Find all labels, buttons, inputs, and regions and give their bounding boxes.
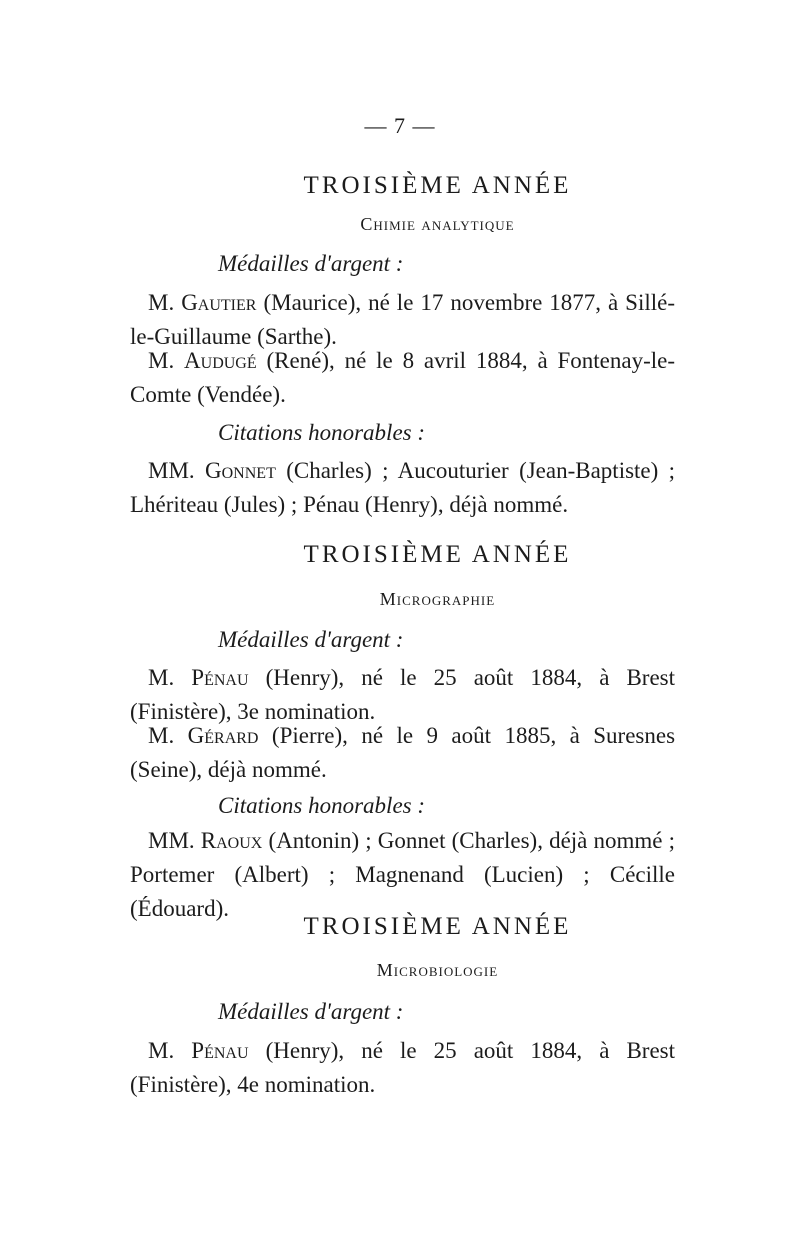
person-details: (Charles) ; Aucouturier (Jean-Baptiste) ; Lhériteau (Jules) ; Pénau (Henry), déjà nommé. [130, 458, 676, 517]
section-subject-wrap [130, 589, 675, 610]
person-details: (Antonin) ; Gonnet (Charles), déjà nommé ; Portemer (Albert) ; Magnenand (Lucien) ; Cécille (Édouard). [130, 828, 676, 921]
group-heading: Médailles d'argent : [218, 999, 404, 1024]
paragraph-text [130, 719, 675, 787]
section-subject-wrap [130, 214, 675, 235]
title-lead: M. [148, 1038, 175, 1063]
section-year-title: TROISIÈME ANNÉE [303, 913, 572, 940]
person-name: Gonnet [205, 458, 276, 483]
group-heading-wrap [130, 999, 675, 1025]
paragraph-text [130, 344, 675, 412]
section-year-title: TROISIÈME ANNÉE [303, 541, 572, 568]
person-details: (Pierre), né le 9 août 1885, à Suresnes (Seine), déjà nommé. [130, 723, 676, 782]
paragraph-text [130, 1034, 675, 1102]
paragraph [130, 719, 675, 787]
paragraph [130, 1034, 675, 1102]
group-heading-wrap [130, 793, 675, 819]
group-heading: Médailles d'argent : [218, 251, 404, 276]
paragraph-text [130, 454, 675, 522]
paragraph [130, 454, 675, 522]
section-microbiologie [130, 913, 675, 941]
title-lead: M. [148, 290, 175, 315]
person-details: (Henry), né le 25 août 1884, à Brest (Finistère), 4e nomination. [130, 1038, 676, 1097]
person-name: Audugé [184, 348, 257, 373]
title-lead: MM. [148, 828, 195, 853]
paragraph [130, 344, 675, 412]
section-subject: Microbiologie [376, 960, 499, 980]
section-subject: Chimie analytique [360, 214, 515, 234]
group-heading-wrap [130, 251, 675, 277]
person-name: Raoux [200, 828, 263, 853]
title-lead: M. [148, 665, 175, 690]
paragraph-text [130, 824, 675, 926]
group-heading-wrap [130, 627, 675, 653]
section-year-title: TROISIÈME ANNÉE [303, 172, 572, 199]
group-heading: Citations honorables : [218, 793, 426, 818]
person-name: Pénau [191, 665, 249, 690]
paragraph [130, 824, 675, 926]
section-subject: Micrographie [379, 589, 496, 609]
page-number: — 7 — [364, 113, 436, 138]
person-details: (Henry), né le 25 août 1884, à Brest (Finistère), 3e nomination. [130, 665, 676, 724]
title-lead: M. [148, 723, 175, 748]
title-lead: M. [148, 348, 175, 373]
group-heading: Citations honorables : [218, 420, 426, 445]
section-micrographie [130, 541, 675, 569]
person-details: (Maurice), né le 17 novembre 1877, à Sillé-le-Guillaume (Sarthe). [130, 290, 676, 349]
group-heading-wrap [130, 420, 675, 446]
person-name: Gérard [187, 723, 259, 748]
group-heading: Médailles d'argent : [218, 627, 404, 652]
person-details: (René), né le 8 avril 1884, à Fontenay-le-Comte (Vendée). [130, 348, 675, 407]
person-name: Pénau [191, 1038, 249, 1063]
section-chimie-analytique [130, 172, 675, 200]
section-subject-wrap [130, 960, 675, 981]
person-name: Gautier [181, 290, 257, 315]
title-lead: MM. [148, 458, 195, 483]
